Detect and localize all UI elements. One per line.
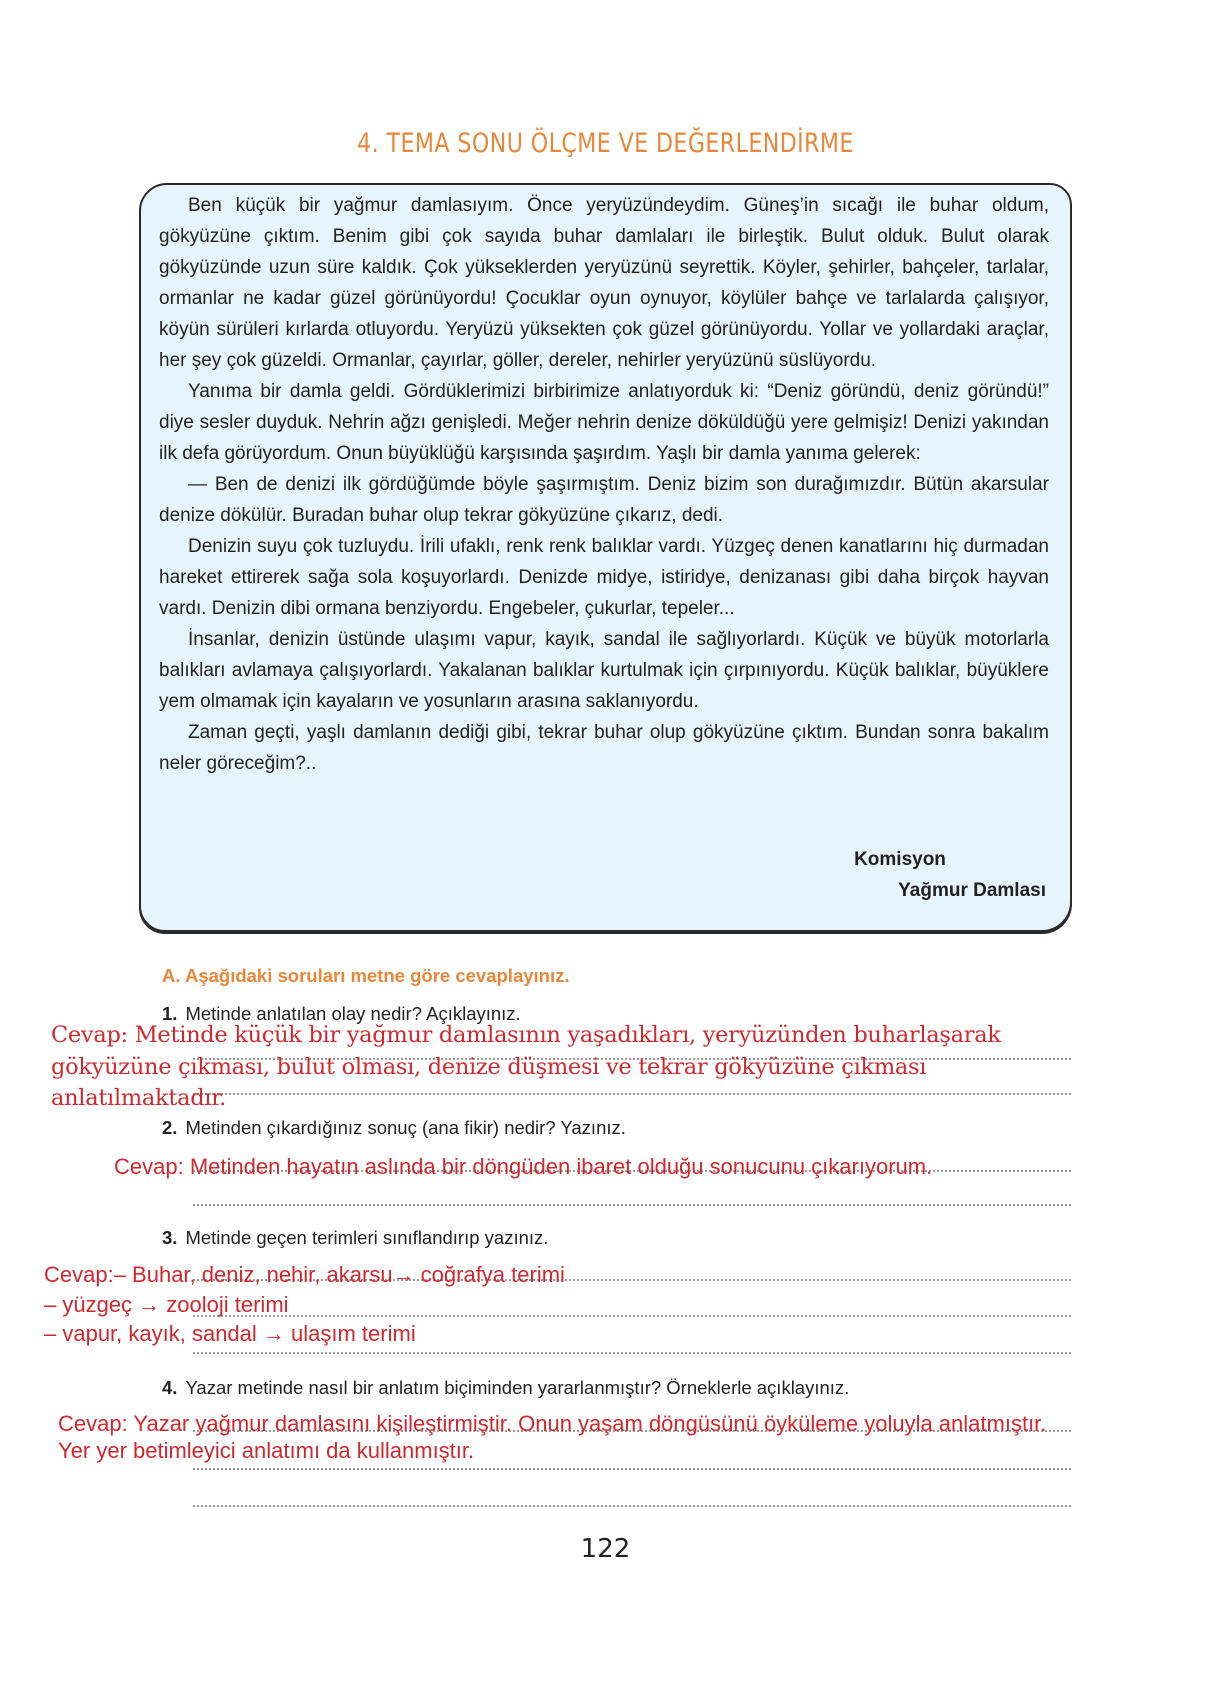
answer-3-line-3: – vapur, kayık, sandal → ulaşım terimi xyxy=(44,1321,416,1346)
question-number: 3. xyxy=(162,1227,178,1248)
answer-line[interactable] xyxy=(193,1352,1071,1354)
question-text: Metinde geçen terimleri sınıflandırıp yazınız. xyxy=(185,1227,549,1248)
answer-1-line-3: anlatılmaktadır. xyxy=(51,1085,227,1111)
question-3 xyxy=(162,1227,548,1249)
answer-line[interactable] xyxy=(193,1505,1071,1507)
story-source: Yağmur Damlası xyxy=(898,880,1046,901)
answer-line[interactable] xyxy=(193,1315,1071,1317)
story-paragraph: — Ben de denizi ilk gördüğümde böyle şaşırmıştım. Deniz bizim son durağımızdır. Bütün akarsular denize dökülür. Buradan buhar olup tekrar gökyüzüne çıkarız, dedi. xyxy=(159,474,1049,526)
question-number: 2. xyxy=(162,1117,178,1138)
answer-line[interactable] xyxy=(193,1468,1071,1470)
answer-4-line-1: Cevap: Yazar yağmur damlasını kişileştirmiştir. Onun yaşam döngüsünü öyküleme yoluyla anlatmıştır. xyxy=(58,1411,1047,1436)
question-text: Metinde anlatılan olay nedir? Açıklayınız. xyxy=(185,1003,521,1024)
question-2 xyxy=(162,1117,626,1139)
answer-1-line-1: Cevap: Metinde küçük bir yağmur damlasının yaşadıkları, yeryüzünden buharlaşarak xyxy=(51,1022,1001,1048)
story-paragraph: İnsanlar, denizin üstünde ulaşımı vapur, kayık, sandal ile sağlıyorlardı. Küçük ve büyük motorlarla balıkları avlamaya çalışıyorlardı. Yakalanan balıklar kurtulmak için çırpınıyordu. Küçük balıklar, büyüklere yem olmamak için kayaların ve yosunların arasına saklanıyordu. xyxy=(159,629,1049,712)
question-text: Yazar metinde nasıl bir anlatım biçiminden yararlanmıştır? Örneklerle açıklayınız. xyxy=(185,1377,850,1398)
story-author: Komisyon xyxy=(854,849,946,870)
answer-line[interactable] xyxy=(193,1204,1071,1206)
section-a-heading: A. Aşağıdaki soruları metne göre cevaplayınız. xyxy=(162,965,570,986)
story-text xyxy=(159,190,1049,779)
story-paragraph: Yanıma bir damla geldi. Gördüklerimizi birbirimize anlatıyorduk ki: “Deniz göründü, deniz göründü!” diye sesler duyduk. Nehrin ağzı genişledi. Meğer nehrin denize döküldüğü yere gelmişiz! Denizi yakından ilk defa görüyordum. Onun büyüklüğü karşısında şaşırdım. Yaşlı bir damla yanıma gelerek: xyxy=(159,381,1049,464)
story-paragraph: Ben küçük bir yağmur damlasıyım. Önce yeryüzündeydim. Güneş’in sıcağı ile buhar oldum, gökyüzüne çıktım. Benim gibi çok sayıda buhar damlaları ile birleştik. Bulut olduk. Bulut olarak gökyüzünde uzun süre kaldık. Çok yükseklerden yeryüzünü seyrettik. Köyler, şehirler, bahçeler, tarlalar, ormanlar ne kadar güzel görünüyordu! Çocuklar oyun oynuyor, köylüler bahçe ve tarlalarda çalışıyor, köyün sürüleri kırlarda otluyordu. Yeryüzü yüksekten çok güzel görünüyordu. Yollar ve yollardaki araçlar, her şey çok güzeldi. Ormanlar, çayırlar, göller, dereler, nehirler yeryüzünü süslüyordu. xyxy=(159,195,1049,371)
answer-1-line-2: gökyüzüne çıkması, bulut olması, denize düşmesi ve tekrar gökyüzüne çıkması xyxy=(51,1054,927,1080)
question-number: 4. xyxy=(162,1377,178,1398)
story-paragraph: Denizin suyu çok tuzluydu. İrili ufaklı, renk renk balıklar vardı. Yüzgeç denen kanatlarını hiç durmadan hareket ettirerek sağa sola koşuyorlardı. Denizde midye, istiridye, denizanası gibi daha birçok hayvan vardı. Denizin dibi ormana benziyordu. Engebeler, çukurlar, tepeler... xyxy=(159,536,1049,619)
answer-2-line-1: Cevap: Metinden hayatın aslında bir döngüden ibaret olduğu sonucunu çıkarıyorum. xyxy=(114,1154,933,1179)
answer-line[interactable] xyxy=(193,1093,1071,1095)
page-number: 122 xyxy=(580,1534,631,1564)
answer-3-line-1: Cevap:– Buhar, deniz, nehir, akarsu→ coğrafya terimi xyxy=(44,1262,565,1287)
page-title: 4. TEMA SONU ÖLÇME VE DEĞERLENDİRME xyxy=(357,128,854,159)
question-number: 1. xyxy=(162,1003,178,1024)
question-4 xyxy=(162,1377,849,1399)
answer-4-line-2: Yer yer betimleyici anlatımı da kullanmıştır. xyxy=(58,1438,475,1463)
story-paragraph: Zaman geçti, yaşlı damlanın dediği gibi, tekrar buhar olup gökyüzüne çıktım. Bundan sonra bakalım neler göreceğim?.. xyxy=(159,722,1049,774)
question-text: Metinden çıkardığınız sonuç (ana fikir) nedir? Yazınız. xyxy=(185,1117,626,1138)
answer-3-line-2: – yüzgeç → zooloji terimi xyxy=(44,1292,289,1317)
